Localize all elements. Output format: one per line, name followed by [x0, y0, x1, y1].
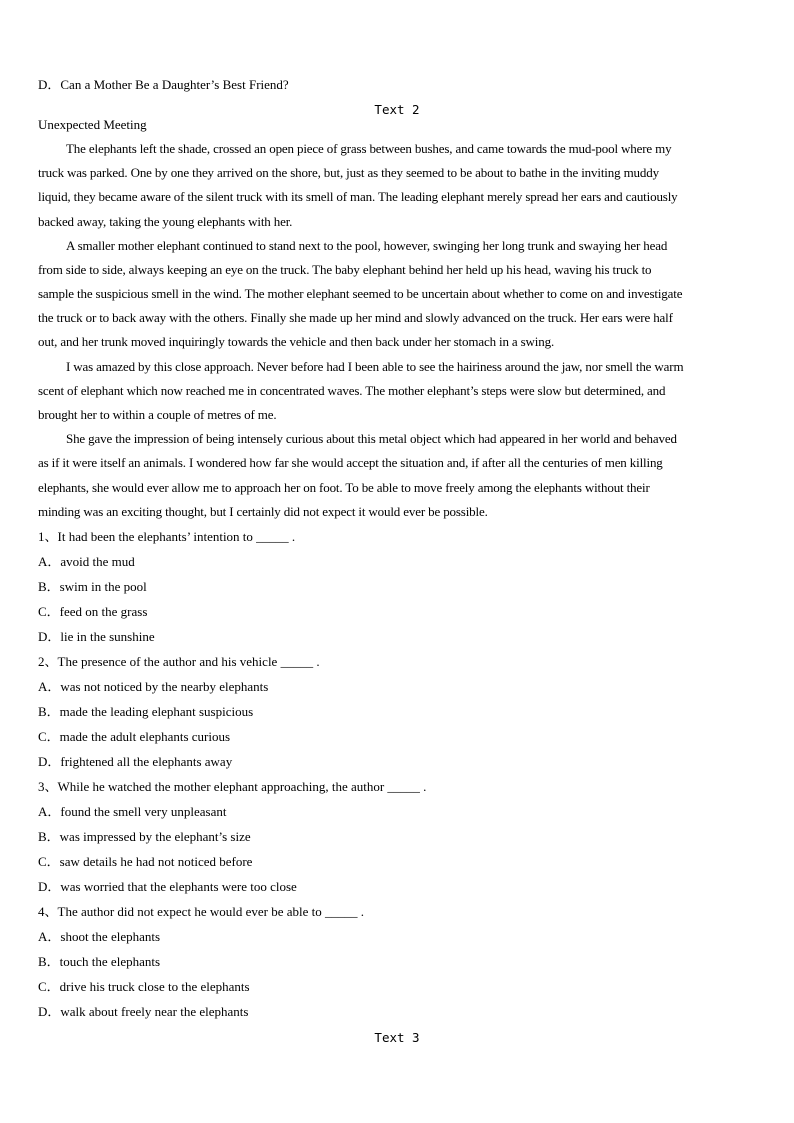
answer-option: B．was impressed by the elephant’s size: [38, 829, 251, 844]
passage-line: She gave the impression of being intensely curious about this metal object which had appeared in her world and behaved: [66, 431, 677, 446]
answer-option: C．saw details he had not noticed before: [38, 854, 253, 869]
passage-line: A smaller mother elephant continued to stand next to the pool, however, swinging her long trunk and swaying her head: [66, 238, 668, 253]
answer-option: A．was not noticed by the nearby elephants: [38, 679, 269, 694]
question-stem: 1、It had been the elephants’ intention to _____ .: [38, 529, 296, 544]
passage-line: out, and her trunk moved inquiringly towards the vehicle and then back under her stomach in a swing.: [38, 334, 555, 349]
passage-line: I was amazed by this close approach. Never before had I been able to see the hairiness around the jaw, nor smell the warm: [66, 359, 684, 374]
passage-line: minding was an exciting thought, but I certainly did not expect it would ever be possible.: [38, 504, 488, 519]
answer-option: D．walk about freely near the elephants: [38, 1004, 249, 1019]
answer-option: D．was worried that the elephants were too close: [38, 879, 297, 894]
prev-question-option-d: D．Can a Mother Be a Daughter’s Best Friend?: [38, 77, 289, 92]
answer-option: D．lie in the sunshine: [38, 629, 155, 644]
answer-option: B．touch the elephants: [38, 954, 161, 969]
answer-option: A．shoot the elephants: [38, 929, 161, 944]
passage-title: Unexpected Meeting: [38, 117, 147, 132]
answer-option: C．feed on the grass: [38, 604, 148, 619]
passage-line: scent of elephant which now reached me in concentrated waves. The mother elephant’s steps were slow but determined, and: [38, 383, 666, 398]
answer-option: C．drive his truck close to the elephants: [38, 979, 250, 994]
section-heading: Text 2: [374, 102, 420, 117]
answer-option: D．frightened all the elephants away: [38, 754, 233, 769]
passage-line: from side to side, always keeping an eye on the truck. The baby elephant behind her held up his head, waving his truck to: [38, 262, 652, 277]
answer-option: B．swim in the pool: [38, 579, 147, 594]
passage-line: as if it were itself an animals. I wondered how far she would accept the situation and, if after all the centuries of men killing: [38, 455, 663, 470]
answer-option: A．avoid the mud: [38, 554, 135, 569]
next-section-heading: Text 3: [374, 1030, 420, 1045]
passage-line: sample the suspicious smell in the wind. The mother elephant seemed to be uncertain about whether to come on and investigate: [38, 286, 683, 301]
question-stem: 4、The author did not expect he would ever be able to _____ .: [38, 904, 364, 919]
passage-line: The elephants left the shade, crossed an open piece of grass between bushes, and came towards the mud-pool where my: [66, 141, 672, 156]
passage-line: liquid, they became aware of the silent truck with its smell of man. The leading elephant merely spread her ears and cautiously: [38, 189, 678, 204]
question-stem: 2、The presence of the author and his vehicle _____ .: [38, 654, 320, 669]
question-stem: 3、While he watched the mother elephant approaching, the author _____ .: [38, 779, 427, 794]
answer-option: C．made the adult elephants curious: [38, 729, 231, 744]
passage-line: the truck or to back away with the others. Finally she made up her mind and slowly advanced on the truck. Her ears were half: [38, 310, 673, 325]
passage-line: backed away, taking the young elephants with her.: [38, 214, 293, 229]
passage-line: elephants, she would ever allow me to approach her on foot. To be able to move freely among the elephants without their: [38, 480, 650, 495]
answer-option: A．found the smell very unpleasant: [38, 804, 227, 819]
passage-line: brought her to within a couple of metres of me.: [38, 407, 277, 422]
answer-option: B．made the leading elephant suspicious: [38, 704, 254, 719]
passage-line: truck was parked. One by one they arrived on the shore, but, just as they seemed to be about to bathe in the inviting muddy: [38, 165, 659, 180]
